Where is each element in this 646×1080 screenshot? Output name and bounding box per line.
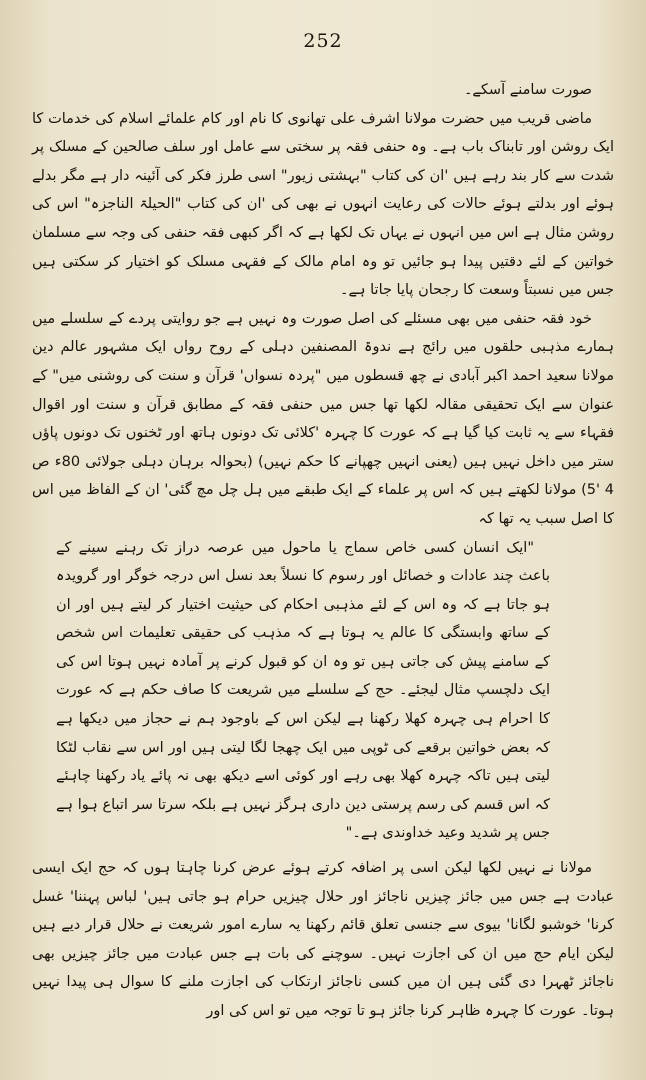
paragraph-thanvi: ماضی قریب میں حضرت مولانا اشرف علی تھانوی کا نام اور کام علمائے اسلام کی خدمات کا ایک روشن اور تابناک باب ہے۔ وہ حنفی فقہ پر سختی سے عامل اور سلف صالحین کے مسلک پر شدت سے کار بند رہے ہیں 'ان کی کتاب "بہشتی زیور" اسی طرز فکر کی آئینہ دار ہے مگر بدلے ہوئے اور بدلتے ہوئے حالات کی رعایت انہوں نے بھی کی 'ان کی کتاب "الحیلۃ الناجزہ" اس کی روشن مثال ہے اس میں انہوں نے یہاں تک لکھا ہے کہ اگر کبھی فقہ حنفی کی وجہ سے مسلمان خواتین کے لئے دقتیں پیدا ہو جائیں تو وہ امام مالک کے فقہی مسلک کو اختیار کر سکتی ہیں جس میں نسبتاً وسعت کا رجحان پایا جاتا ہے۔ bbox=[32, 110, 614, 299]
paragraph-intro: صورت سامنے آسکے۔ bbox=[463, 82, 592, 98]
paragraph-hanafi-fiqh: خود فقہ حنفی میں بھی مسئلے کی اصل صورت وہ نہیں ہے جو روایتی پردے کے سلسلے میں ہمارے مذہبی حلقوں میں رائج ہے ندوۃ المصنفین دہلی کے روح رواں ایک مشہور عالم دین مولانا سعید احمد اکبر آبادی نے چھ قسطوں میں "پردہ نسواں' قرآن و سنت کی روشنی میں" کے عنوان سے ایک تحقیقی مقالہ لکھا تھا جس میں حنفی فقہ کے مطابق قرآن و سنت اور اقوال فقہاء سے یہ ثابت کیا گیا ہے کہ عورت کا چہرہ 'کلائی تک دونوں ہاتھ اور ٹخنوں تک دونوں پاؤں ستر میں داخل نہیں ہیں (یعنی انہیں چھپانے کا حکم نہیں) (بحوالہ برہان دہلی جولائی 80ء ص 4 '5) مولانا لکھتے ہیں کہ اس پر علماء کے ایک طبقے میں ہل چل مچ گئی' ان کے الفاظ میں اس کا اصل سبب یہ تھا کہ bbox=[32, 310, 614, 527]
urdu-text-body bbox=[32, 76, 614, 1026]
block-quote: "ایک انسان کسی خاص سماج یا ماحول میں عرصہ دراز تک رہنے سینے کے باعث چند عادات و خصائل اور رسوم کا نسلاً بعد نسل اس درجہ خوگر اور گرویدہ ہو جاتا ہے کہ وہ اس کے لئے مذہبی احکام کی حیثیت اختیار کر لیتے ہیں اور ان کے ساتھ وابستگی کا عالم یہ ہوتا ہے کہ مذہب کی حقیقی تعلیمات اس شخص کے سامنے پیش کی جاتی ہیں تو وہ ان کو قبول کرنے پر آمادہ نہیں ہوتا اس کی ایک دلچسپ مثال لیجئے۔ حج کے سلسلے میں شریعت کا صاف حکم ہے کہ عورت کا احرام ہی چہرہ کھلا رکھنا ہے لیکن اس کے باوجود ہم نے حجاز میں دیکھا ہے کہ بعض خواتین برقعے کی ٹوپی میں ایک چھجا لگا لیتی ہیں اور اس سے نقاب لٹکا لیتی ہیں تاکہ چہرہ کھلا بھی رہے اور کوئی اسے دیکھ بھی نہ پائے یاد رکھنا چاہئے کہ اس قسم کی رسم پرستی دین داری ہرگز نہیں ہے بلکہ سرتا سر اتباع ہوا ہے جس پر شدید وعید خداوندی ہے۔" bbox=[56, 539, 550, 842]
page-number: 252 bbox=[303, 30, 343, 52]
paragraph-hajj: مولانا نے نہیں لکھا لیکن اسی پر اضافہ کرتے ہوئے عرض کرنا چاہتا ہوں کہ حج ایک ایسی عبادت ہے جس میں جائز چیزیں ناجائز اور حلال چیزیں حرام ہو جاتی ہیں' لباس پہننا' غسل کرنا' خوشبو لگانا' بیوی سے جنسی تعلق قائم رکھنا یہ سارے امور شریعت نے حلال قرار دیے ہیں لیکن ایام حج میں ان کی اجازت نہیں۔ سوچنے کی بات ہے جس عبادت میں جائز چیزیں بھی ناجائز ٹھہرا دی گئی ہیں ان میں کسی ناجائز ارتکاب کی اجازت ملنے کا سوال ہی پیدا نہیں ہوتا۔ عورت کا چہرہ ظاہر کرنا جائز ہو تا توجہ میں تو اس کی اور bbox=[32, 860, 614, 1019]
